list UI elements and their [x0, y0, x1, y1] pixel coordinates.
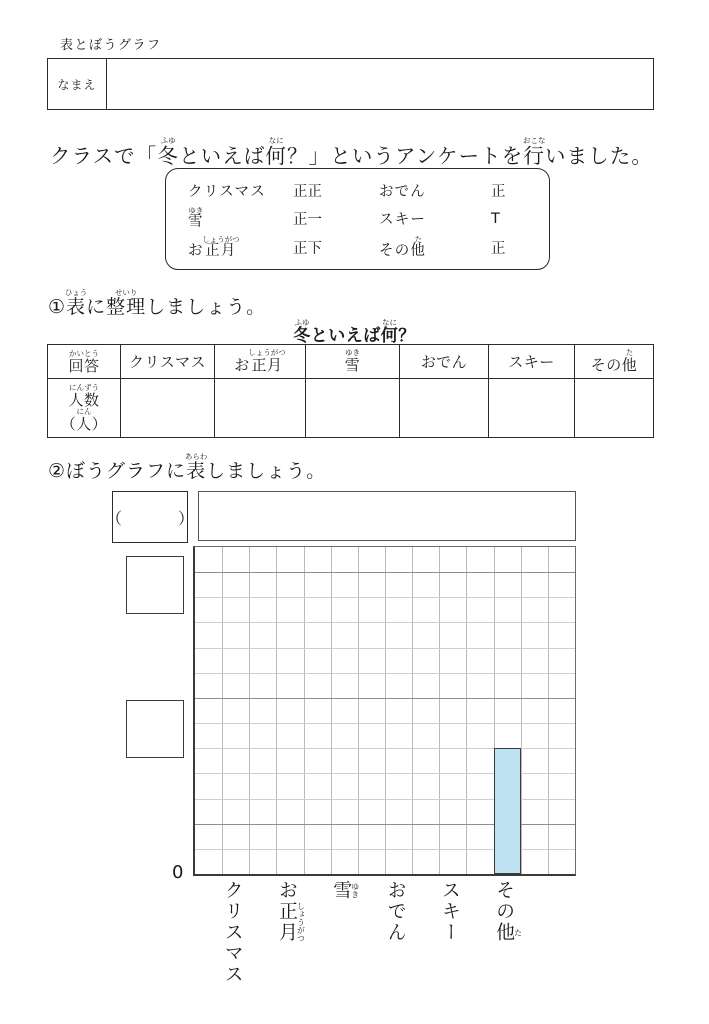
name-label: なまえ [48, 59, 107, 109]
intro-sentence [50, 136, 653, 169]
tally-mark-other: 正 [491, 241, 506, 258]
table-header-row [48, 345, 654, 379]
graph-scale-box-lower[interactable] [126, 700, 184, 758]
q2-number: ② [48, 460, 67, 482]
table-cell-newyear[interactable] [215, 379, 306, 438]
table-cell-other[interactable] [575, 379, 654, 438]
grid-hline [195, 698, 575, 699]
tally-mark-newyear: 正下 [293, 241, 322, 258]
q1-number: ① [48, 296, 67, 318]
x-axis-label: クリスマス [221, 880, 244, 985]
table-header-snow: 雪ゆき [306, 345, 400, 379]
table-header-christmas: クリスマス [121, 345, 215, 379]
tally-mark-ski: T [491, 210, 500, 227]
tally-mark-oden: 正 [491, 183, 506, 200]
tally-mark-snow: 正一 [293, 212, 322, 229]
graph-unit-box[interactable] [106, 491, 215, 543]
grid-vline [412, 547, 413, 874]
intro-kanji-okona: 行おこな [522, 136, 546, 168]
grid-vline [276, 547, 277, 874]
grid-hline [195, 673, 575, 674]
grid-vline [521, 547, 522, 874]
intro-kanji-nani: 何なに [265, 136, 288, 168]
answer-table [47, 344, 654, 438]
table-header-newyear: お正月しょうがつ [215, 345, 306, 379]
grid-vline [548, 547, 549, 874]
x-axis-label: おでん [384, 880, 407, 943]
table-cell-oden[interactable] [400, 379, 489, 438]
graph-bar [494, 748, 521, 874]
table-title: 冬ふゆといえば何なに？ [293, 318, 416, 346]
x-axis-label: 雪ゆき [330, 880, 360, 901]
grid-hline [195, 597, 575, 598]
graph-plot-area[interactable] [193, 546, 576, 876]
x-axis-label: お正月しょうがつ [276, 880, 306, 943]
grid-vline [304, 547, 305, 874]
table-value-row [48, 379, 654, 438]
grid-hline [195, 572, 575, 573]
graph-x-axis-labels [193, 880, 576, 1020]
table-cell-ski[interactable] [489, 379, 575, 438]
worksheet-title: 表とぼうグラフ [60, 38, 162, 53]
grid-vline [358, 547, 359, 874]
intro-part4: いました。 [545, 144, 653, 168]
question-2-heading: ②ぼうグラフに表あらわしましょう。 [48, 452, 327, 482]
grid-vline [439, 547, 440, 874]
name-input-area[interactable] [107, 59, 653, 109]
tally-label-snow: 雪ゆき [188, 206, 204, 231]
tally-label-other: その他た [379, 235, 427, 260]
grid-vline [222, 547, 223, 874]
grid-vline [466, 547, 467, 874]
grid-hline [195, 723, 575, 724]
intro-kanji-fuyu: 冬ふゆ [157, 136, 179, 168]
intro-part2: といえば [179, 144, 266, 168]
x-axis-label: その他た [493, 880, 523, 943]
table-header-count: 人数にんずう （人にん） [48, 379, 121, 438]
intro-part1: クラスで「 [50, 144, 158, 168]
table-header-answer: 回答かいとう [48, 345, 121, 379]
table-cell-snow[interactable] [306, 379, 400, 438]
grid-vline [385, 547, 386, 874]
graph-unit-value: （ ） [106, 508, 215, 528]
question-1-heading: ①表ひょうに整理せいりしましょう。 [48, 288, 267, 318]
grid-vline [249, 547, 250, 874]
grid-hline [195, 622, 575, 623]
table-header-ski: スキー [489, 345, 575, 379]
table-header-oden: おでん [400, 345, 489, 379]
graph-title-input[interactable] [198, 491, 576, 541]
table-header-other: その他た [575, 345, 654, 379]
graph-zero-label: 0 [172, 862, 184, 883]
tally-label-oden: おでん [379, 183, 426, 200]
tally-label-ski: スキー [379, 212, 427, 229]
tally-label-newyear: お正月しょうがつ [188, 235, 240, 260]
tally-label-christmas: クリスマス [188, 183, 266, 200]
grid-vline [331, 547, 332, 874]
tally-grid [166, 169, 549, 269]
intro-part3: ？」というアンケートを [287, 144, 524, 168]
x-axis-label: スキー [438, 880, 461, 943]
tally-mark-christmas: 正正 [293, 183, 322, 200]
table-cell-christmas[interactable] [121, 379, 215, 438]
grid-hline [195, 648, 575, 649]
tally-data-box [165, 168, 550, 270]
graph-scale-box-upper[interactable] [126, 556, 184, 614]
name-field-row [47, 58, 654, 110]
